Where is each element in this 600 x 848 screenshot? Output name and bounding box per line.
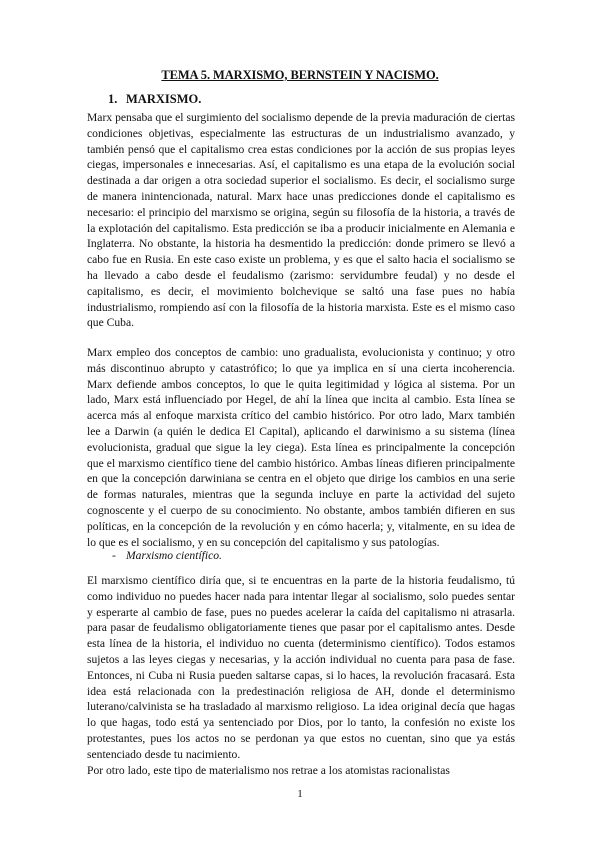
section-heading	[108, 92, 201, 107]
bullet-item	[112, 549, 222, 562]
bullet-marker: -	[112, 549, 116, 562]
paragraph-1: Marx pensaba que el surgimiento del socialismo depende de la previa maduración de ciertas condiciones objetivas, especialmente las estructuras de un industrialismo avanzado, y también pensó que el capitalismo crea estas condiciones por la acción de sus propias leyes ciegas, impersonales e innecesarias. Así, el capitalismo es una etapa de la evolución social destinada a dar origen a otra sociedad superior el socialismo. Es decir, el socialismo surge de manera inintencionada, natural. Marx hace unas predicciones donde el capitalismo es necesario: el principio del marxismo se origina, según su filosofía de la historia, a través de la explotación del capitalismo. Esta predicción se iba a producir inicialmente en Alemania e Inglaterra. No obstante, la historia ha desmentido la predicción: donde primero se llevó a cabo fue en Rusia. En este caso existe un problema, y es que el salto hacia el socialismo se ha llevado a cabo desde el feudalismo (zarismo: servidumbre feudal) y no desde el capitalismo, es decir, el movimiento bolchevique se saltó una fase pues no había industrialismo, rompiendo así con la filosofía de la historia marxista. Este es el mismo caso que Cuba.	[87, 111, 515, 330]
section-number: 1.	[108, 92, 118, 106]
paragraph-3: El marxismo científico diría que, si te encuentras en la parte de la historia feudalismo, tú como individuo no puedes hacer nada para intentar llegar al socialismo, solo puedes sentar y esperarte al cambio de fase, pues no puedes acelerar la caída del capitalismo ni atrasarla. para pasar de feudalismo obligatoriamente tienes que pasar por el capitalismo antes. Desde esta línea de la historia, el individuo no cuenta (determinismo científico). Todos estamos sujetos a las leyes ciegas y necesarias, y la acción individual no cuenta para pasa de fase. Entonces, ni Cuba ni Rusia pueden saltarse capas, si lo haces, la revolución fracasará. Esta idea está relacionada con la predestinación religiosa de AH, donde el determinismo luterano/calvinista se ha trasladado al marxismo religioso. La idea original decía que hagas lo que hagas, todo está ya sentenciado por Dios, por lo tanto, la confesión no existe los protestantes, pues los actos no se perdonan ya que estos no cuentan, sino que ya estás sentenciado desde tu nacimiento.	[87, 574, 515, 761]
page-number: 1	[297, 788, 303, 800]
section-heading-text: MARXISMO.	[126, 92, 202, 106]
paragraph-2: Marx empleo dos conceptos de cambio: uno gradualista, evolucionista y continuo; y otro más discontinuo abrupto y catastrófico; lo que ya implica en sí una cierta incoherencia. Marx defiende ambos conceptos, lo que le quita legitimidad y lógica al sistema. Por un lado, Marx está influenciado por Hegel, de ahí la línea que incita al cambio. Esta línea se acerca más al enfoque marxista crítico del cambio histórico. Por otro lado, Marx también lee a Darwin (a quién le dedica El Capital), aplicando el darwinismo a su sistema (línea evolucionista, gradual que sigue la ley ciega). Esta línea es principalmente la concepción que el marxismo científico tiene del cambio histórico. Ambas líneas difieren principalmente en que la concepción darwiniana se centra en el objeto que dirige los cambios en una serie de formas naturales, mientras que la segunda incluye en parte la actividad del sujeto cognoscente y el cuerpo de su conocimiento. No obstante, ambos también difieren en sus políticas, en la concepción de la revolución y en cómo hacerla; y, vitalmente, en su idea de lo que es el socialismo, y en su concepción del capitalismo y sus patologías.	[87, 346, 515, 549]
document-title: TEMA 5. MARXISMO, BERNSTEIN Y NACISMO.	[161, 68, 439, 82]
paragraph-4: Por otro lado, este tipo de materialismo nos retrae a los atomistas racionalistas	[87, 764, 450, 777]
bullet-text: Marxismo científico.	[126, 549, 222, 562]
